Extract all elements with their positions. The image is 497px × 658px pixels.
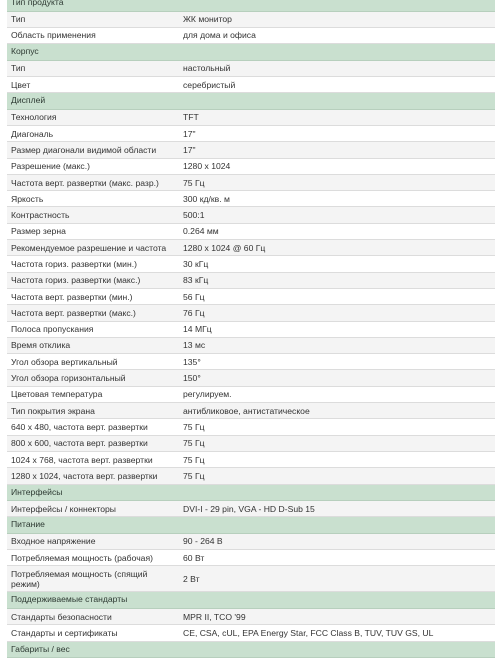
spec-value: 60 Вт [177,550,495,565]
spec-row [7,338,495,354]
spec-value: 0.264 мм [177,224,495,239]
spec-row [7,256,495,272]
spec-row [7,207,495,223]
spec-value: TFT [177,110,495,125]
spec-row [7,468,495,484]
section-header: Поддерживаемые стандарты [7,592,495,609]
spec-row [7,534,495,550]
spec-row [7,436,495,452]
spec-row [7,240,495,256]
spec-value: для дома и офиса [177,28,495,43]
spec-row [7,12,495,28]
spec-row [7,550,495,566]
section-header: Тип продукта [7,0,495,12]
spec-label: Угол обзора вертикальный [7,354,177,369]
spec-row [7,322,495,338]
spec-row [7,625,495,641]
spec-row [7,110,495,126]
spec-label: Цветовая температура [7,387,177,402]
spec-row [7,273,495,289]
spec-value: DVI-I - 29 pin, VGA - HD D-Sub 15 [177,501,495,516]
spec-label: Интерфейсы / коннекторы [7,501,177,516]
spec-label: Полоса пропускания [7,322,177,337]
spec-value: настольный [177,61,495,76]
spec-label: Яркость [7,191,177,206]
spec-value: 500:1 [177,207,495,222]
spec-row [7,566,495,592]
spec-value: 1280 x 1024 @ 60 Гц [177,240,495,255]
spec-value: 13 мс [177,338,495,353]
spec-value: 135° [177,354,495,369]
spec-value: 75 Гц [177,175,495,190]
spec-row [7,305,495,321]
spec-value: 75 Гц [177,436,495,451]
section-header: Интерфейсы [7,485,495,502]
spec-value: 75 Гц [177,452,495,467]
spec-label: 640 x 480, частота верт. развертки [7,419,177,434]
spec-value: серебристый [177,77,495,92]
spec-value: MPR II, TCO '99 [177,609,495,624]
spec-value: 17" [177,126,495,141]
spec-label: Потребляемая мощность (спящий режим) [7,566,177,591]
spec-label: Технология [7,110,177,125]
spec-value: 2 Вт [177,566,495,591]
spec-label: Угол обзора горизонтальный [7,370,177,385]
spec-label: Размер зерна [7,224,177,239]
spec-label: Входное напряжение [7,534,177,549]
section-header: Питание [7,517,495,534]
spec-label: Область применения [7,28,177,43]
spec-row [7,609,495,625]
spec-row [7,191,495,207]
spec-value: антибликовое, антистатическое [177,403,495,418]
spec-row [7,501,495,517]
spec-row [7,77,495,93]
spec-value: 83 кГц [177,273,495,288]
spec-value: регулируем. [177,387,495,402]
spec-label: Рекомендуемое разрешение и частота [7,240,177,255]
spec-label: Разрешение (макс.) [7,159,177,174]
spec-value: 76 Гц [177,305,495,320]
spec-row [7,142,495,158]
spec-label: Стандарты безопасности [7,609,177,624]
spec-label: 1280 x 1024, частота верт. развертки [7,468,177,483]
spec-label: Цвет [7,77,177,92]
spec-value: 90 - 264 В [177,534,495,549]
spec-label: Частота верт. развертки (макс. разр.) [7,175,177,190]
spec-label: Размер диагонали видимой области [7,142,177,157]
spec-value: 14 МГц [177,322,495,337]
spec-row [7,159,495,175]
spec-row [7,126,495,142]
spec-row [7,452,495,468]
spec-row [7,403,495,419]
spec-value: 150° [177,370,495,385]
spec-row [7,370,495,386]
spec-label: Тип [7,12,177,27]
spec-label: Диагональ [7,126,177,141]
section-header: Дисплей [7,93,495,110]
spec-label: Частота гориз. развертки (макс.) [7,273,177,288]
spec-value: 75 Гц [177,419,495,434]
section-header: Корпус [7,44,495,61]
spec-label: Потребляемая мощность (рабочая) [7,550,177,565]
spec-label: Контрастность [7,207,177,222]
spec-label: Частота верт. развертки (мин.) [7,289,177,304]
spec-row [7,289,495,305]
spec-label: Частота гориз. развертки (мин.) [7,256,177,271]
spec-label: 800 x 600, частота верт. развертки [7,436,177,451]
spec-row [7,61,495,77]
spec-label: Стандарты и сертификаты [7,625,177,640]
spec-row [7,28,495,44]
spec-value: 30 кГц [177,256,495,271]
spec-table [7,0,495,658]
spec-label: 1024 x 768, частота верт. развертки [7,452,177,467]
spec-row [7,224,495,240]
spec-value: ЖК монитор [177,12,495,27]
spec-row [7,175,495,191]
spec-row [7,387,495,403]
spec-label: Частота верт. развертки (макс.) [7,305,177,320]
spec-label: Тип покрытия экрана [7,403,177,418]
spec-value: 300 кд/кв. м [177,191,495,206]
section-header: Габариты / вес [7,642,495,658]
spec-value: 56 Гц [177,289,495,304]
spec-value: 1280 x 1024 [177,159,495,174]
spec-value: 17" [177,142,495,157]
spec-label: Тип [7,61,177,76]
spec-value: 75 Гц [177,468,495,483]
spec-row [7,419,495,435]
spec-row [7,354,495,370]
spec-value: CE, CSA, cUL, EPA Energy Star, FCC Class B, TUV, TUV GS, UL [177,625,495,640]
spec-label: Время отклика [7,338,177,353]
